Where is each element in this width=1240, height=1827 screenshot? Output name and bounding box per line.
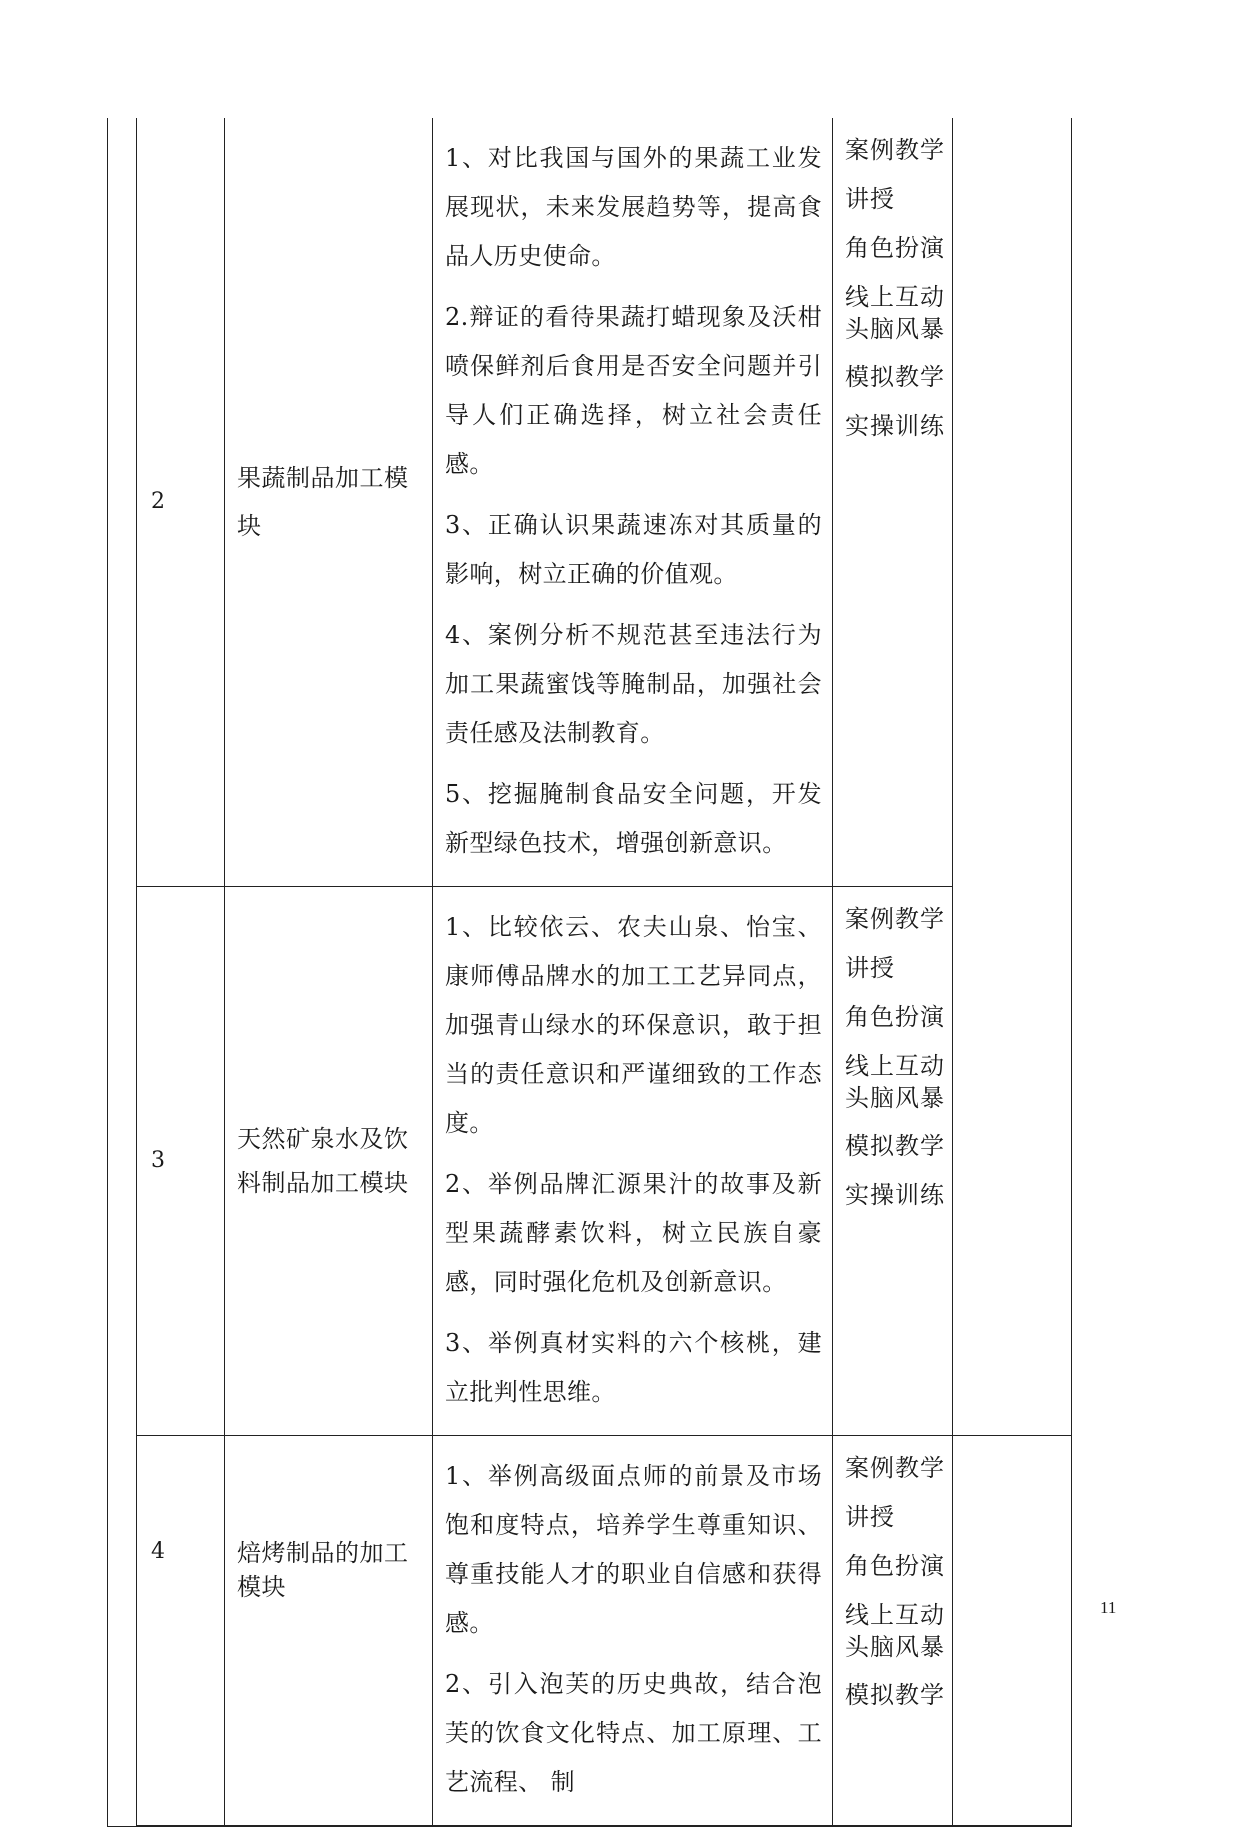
method-item: 模拟教学	[845, 1681, 945, 1709]
method-item: 模拟教学	[845, 1132, 945, 1160]
content-paragraph: 2、引入泡芙的历史典故，结合泡芙的饮食文化特点、加工原理、工艺流程、 制	[445, 1670, 822, 1796]
content-paragraph: 2、举例品牌汇源果汁的故事及新型果蔬酵素饮料，树立民族自豪感，同时强化危机及创新意识。	[445, 1170, 822, 1296]
method-item: 实操训练	[845, 412, 945, 440]
method-item: 角色扮演	[845, 234, 945, 262]
method-item: 讲授	[845, 954, 895, 982]
method-item: 角色扮演	[845, 1552, 945, 1580]
content-cell	[433, 887, 833, 1436]
method-item: 模拟教学	[845, 363, 945, 391]
blank-right-column	[953, 118, 1072, 1436]
teaching-methods	[833, 1436, 953, 1827]
content-paragraph: 3、举例真材实料的六个核桃，建立批判性思维。	[445, 1329, 822, 1406]
blank-right-column	[953, 1436, 1072, 1827]
method-item: 头脑风暴	[845, 315, 945, 343]
content-paragraph: 2.辩证的看待果蔬打蜡现象及沃柑喷保鲜剂后食用是否安全问题并引导人们正确选择，树立社会责任感。	[445, 303, 822, 478]
method-item: 头脑风暴	[845, 1084, 945, 1112]
content-paragraph: 1、举例高级面点师的前景及市场饱和度特点，培养学生尊重知识、尊重技能人才的职业自信感和获得感。	[445, 1462, 822, 1637]
method-item: 线上互动	[845, 1601, 945, 1629]
course-module-table	[107, 118, 1072, 1827]
table-row	[108, 118, 1072, 887]
content-paragraph: 1、比较依云、农夫山泉、怡宝、康师傅品牌水的加工工艺异同点，加强青山绿水的环保意识，敢于担当的责任意识和严谨细致的工作态度。	[445, 913, 822, 1137]
method-item: 线上互动	[845, 283, 945, 311]
row-number: 3	[137, 887, 225, 1436]
blank-left-column	[108, 118, 137, 1826]
method-item: 角色扮演	[845, 1003, 945, 1031]
table-row	[108, 1436, 1072, 1827]
page-number: 11	[1100, 1598, 1117, 1617]
method-item: 案例教学	[845, 1454, 945, 1482]
teaching-methods	[833, 887, 953, 1436]
module-name: 焙烤制品的加工模块	[225, 1436, 433, 1827]
content-paragraph: 1、对比我国与国外的果蔬工业发展现状，未来发展趋势等，提高食品人历史使命。	[445, 144, 822, 270]
content-paragraph: 3、正确认识果蔬速冻对其质量的影响，树立正确的价值观。	[445, 511, 822, 588]
teaching-methods	[833, 118, 953, 887]
row-number: 2	[137, 118, 225, 887]
module-name: 天然矿泉水及饮料制品加工模块	[225, 887, 433, 1436]
method-item: 实操训练	[845, 1181, 945, 1209]
table-row	[108, 887, 1072, 1436]
module-name: 果蔬制品加工模块	[225, 118, 433, 887]
method-item: 案例教学	[845, 136, 945, 164]
content-cell	[433, 118, 833, 887]
content-paragraph: 5、挖掘腌制食品安全问题，开发新型绿色技术，增强创新意识。	[445, 780, 822, 857]
method-item: 案例教学	[845, 905, 945, 933]
content-cell	[433, 1436, 833, 1827]
row-number: 4	[137, 1436, 225, 1827]
method-item: 讲授	[845, 1503, 895, 1531]
method-item: 头脑风暴	[845, 1633, 945, 1661]
method-item: 讲授	[845, 185, 895, 213]
content-paragraph: 4、案例分析不规范甚至违法行为加工果蔬蜜饯等腌制品，加强社会责任感及法制教育。	[445, 621, 822, 747]
method-item: 线上互动	[845, 1052, 945, 1080]
